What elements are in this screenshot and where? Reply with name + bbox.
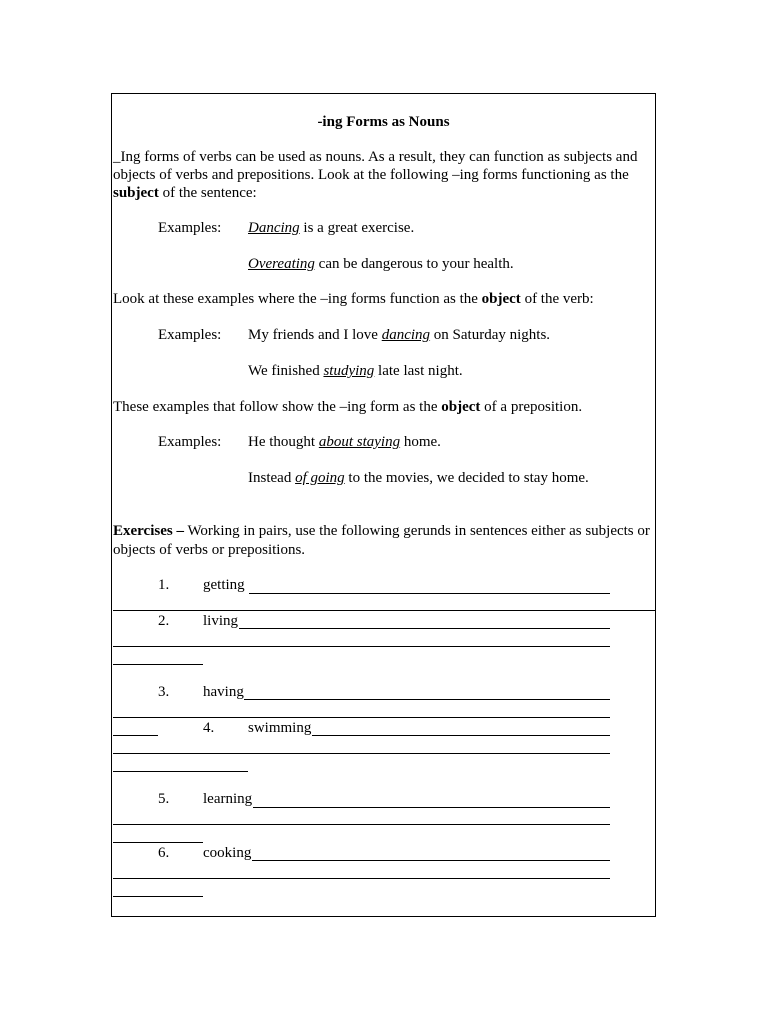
subject-term: subject (113, 185, 159, 201)
gerund-word: Dancing (248, 220, 300, 236)
exercise-number: 6. (158, 845, 170, 861)
answer-line[interactable] (113, 896, 203, 897)
intro-line-2: objects of verbs and prepositions. Look at the following –ing forms functioning as the (113, 167, 629, 183)
examples-label: Examples: (158, 220, 222, 236)
gerund-word: studying (323, 363, 375, 379)
answer-line[interactable] (113, 824, 610, 825)
exercise-word: cooking (203, 845, 252, 861)
examples-label: Examples: (158, 434, 222, 450)
page-title: -ing Forms as Nouns (317, 114, 450, 130)
exercise-word: getting (203, 577, 245, 593)
answer-line[interactable] (113, 646, 610, 647)
exercise-word: learning (203, 791, 253, 807)
answer-line[interactable] (113, 842, 203, 843)
gerund-word: dancing (381, 327, 431, 343)
answer-line[interactable] (253, 807, 610, 808)
gerund-word: Overeating (248, 256, 315, 272)
example-sentence: Overeating can be dangerous to your health. (248, 256, 514, 272)
answer-line[interactable] (239, 628, 610, 629)
intro-line-1: _Ing forms of verbs can be used as nouns. As a result, they can function as subjects and (113, 149, 638, 165)
worksheet-frame (111, 93, 656, 917)
answer-line[interactable] (252, 860, 610, 861)
answer-line[interactable] (113, 717, 610, 718)
object-term: object (441, 399, 481, 415)
answer-line[interactable] (113, 878, 610, 879)
gerund-word: about staying (318, 434, 401, 450)
exercise-word: having (203, 684, 244, 700)
exercises-line-2: objects of verbs or prepositions. (113, 542, 306, 558)
example-sentence: Instead of going to the movies, we decided to stay home. (248, 470, 589, 486)
example-sentence: He thought about staying home. (248, 434, 441, 450)
answer-line[interactable] (113, 664, 203, 665)
exercise-word: living (203, 613, 239, 629)
answer-line[interactable] (249, 593, 610, 594)
exercises-heading: Exercises – Working in pairs, use the following gerunds in sentences either as subjects or (113, 523, 650, 539)
answer-line[interactable] (113, 735, 158, 736)
exercise-number: 1. (158, 577, 170, 593)
answer-line[interactable] (113, 771, 248, 772)
answer-line[interactable] (244, 699, 610, 700)
answer-line[interactable] (113, 753, 610, 754)
exercise-number: 5. (158, 791, 170, 807)
intro-rest: of the sentence: (158, 185, 257, 201)
answer-line[interactable] (312, 735, 610, 736)
example-sentence: Dancing is a great exercise. (248, 220, 415, 236)
gerund-word: of going (295, 470, 345, 486)
answer-line[interactable] (113, 610, 656, 611)
prep-intro: These examples that follow show the –ing form as the object of a preposition. (113, 399, 583, 415)
example-sentence: My friends and I love dancing on Saturday nights. (248, 327, 551, 343)
object-term: object (481, 291, 521, 307)
examples-label: Examples: (158, 327, 222, 343)
exercise-word: swimming (248, 720, 312, 736)
example-sentence: We finished studying late last night. (248, 363, 463, 379)
exercise-number: 3. (158, 684, 170, 700)
exercise-number: 2. (158, 613, 170, 629)
intro-line-3 (113, 184, 257, 202)
object-intro: Look at these examples where the –ing forms function as the object of the verb: (113, 291, 594, 307)
exercise-number: 4. (203, 720, 215, 736)
